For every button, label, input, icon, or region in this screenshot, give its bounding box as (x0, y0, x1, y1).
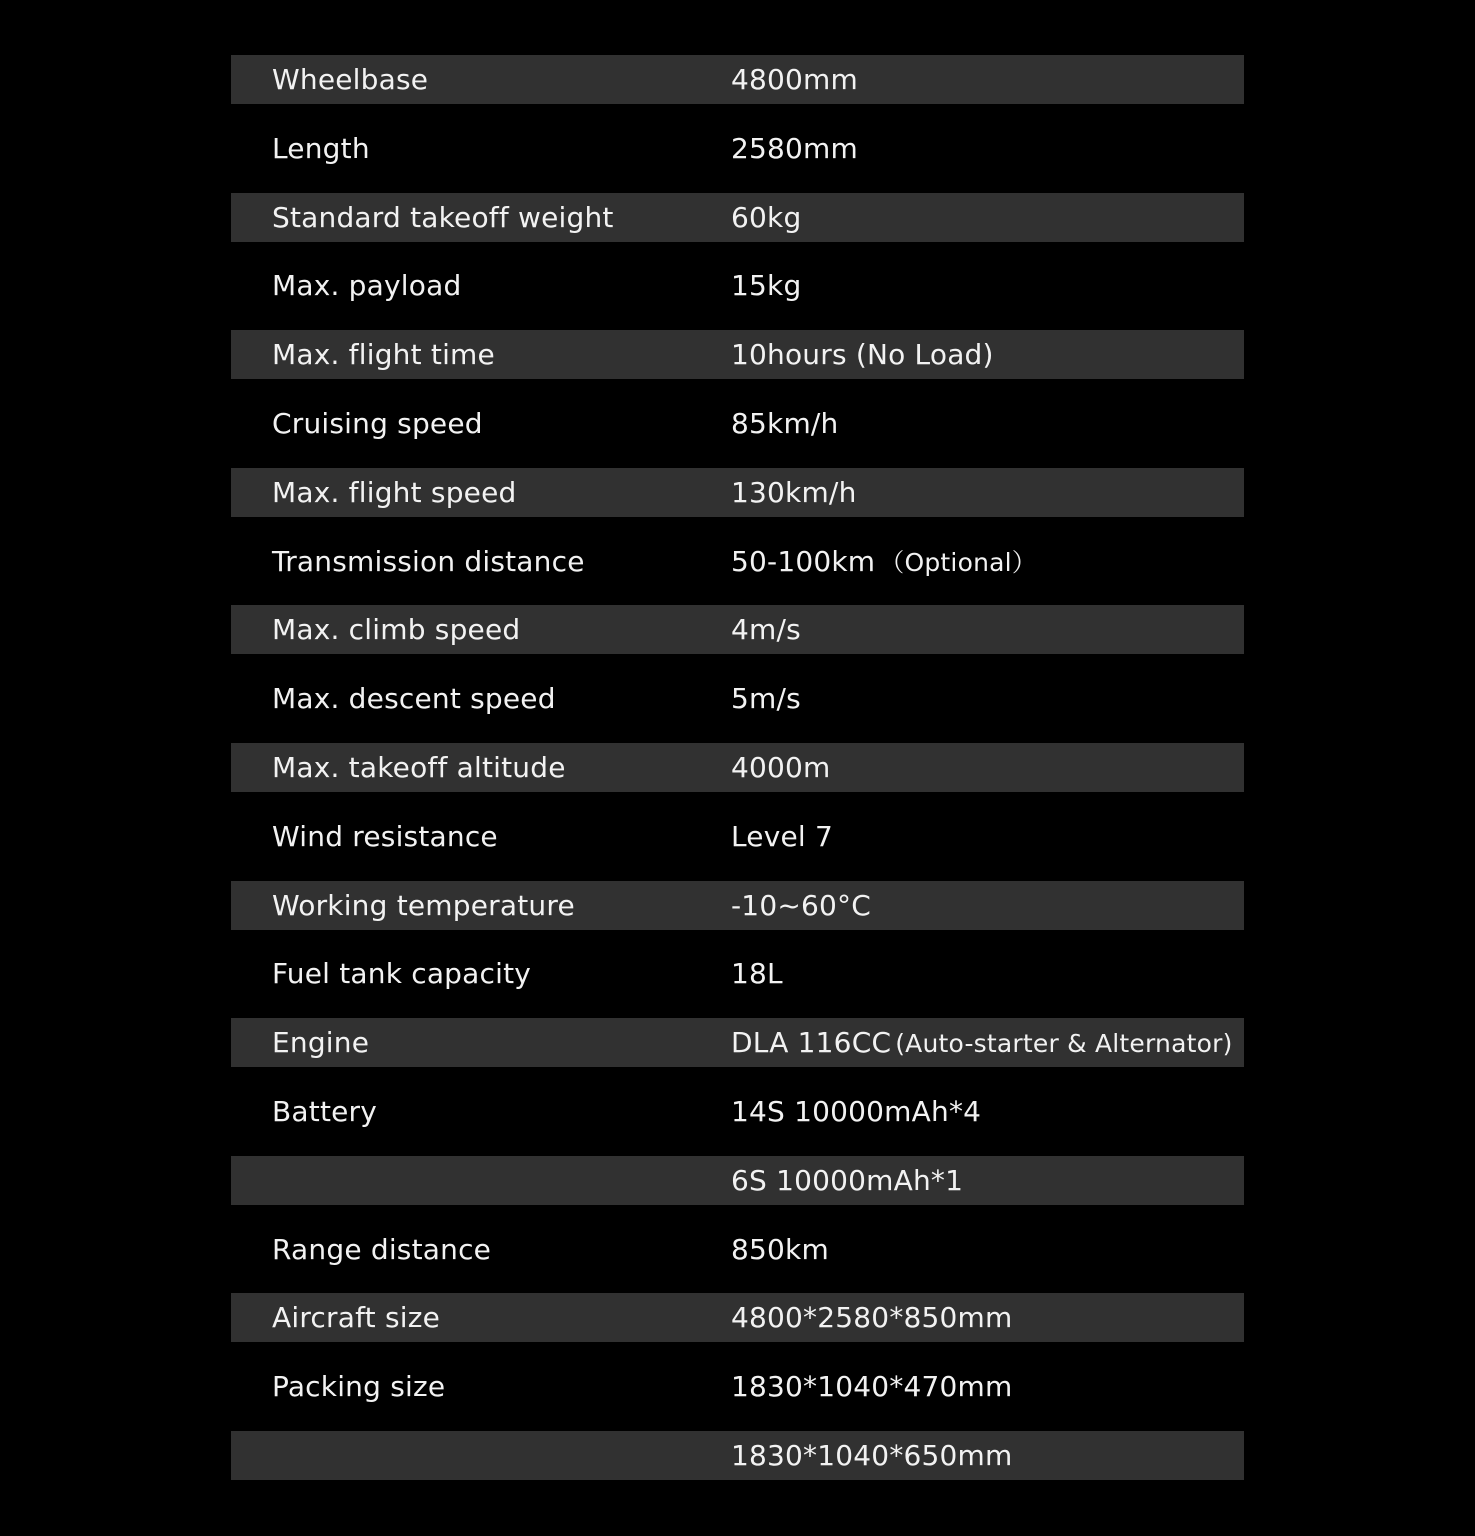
spec-row (231, 1431, 1244, 1500)
spec-value-text: 1830*1040*650mm (731, 1438, 1013, 1472)
spec-value (731, 881, 875, 930)
spec-label: Standard takeoff weight (272, 200, 614, 234)
spec-label: Max. payload (272, 269, 462, 303)
spec-value (731, 399, 843, 448)
spec-row (231, 1362, 1244, 1431)
spec-label: Wind resistance (272, 819, 498, 853)
spec-value-text: 4m/s (731, 613, 801, 647)
spec-value-text: 5m/s (731, 682, 801, 716)
spec-value-text: 15kg (731, 269, 802, 303)
spec-row (231, 330, 1244, 399)
spec-label: Max. flight time (272, 338, 495, 372)
spec-label: Max. flight speed (272, 475, 517, 509)
spec-value-text: 6S 10000mAh*1 (731, 1163, 964, 1197)
spec-label: Wheelbase (272, 63, 429, 96)
spec-row (231, 261, 1244, 330)
spec-value (731, 1225, 833, 1274)
spec-table (231, 55, 1244, 1500)
spec-label: Fuel tank capacity (272, 957, 532, 991)
spec-value (731, 124, 862, 173)
spec-value (731, 193, 805, 242)
spec-row (231, 124, 1244, 193)
spec-value (731, 1087, 985, 1136)
spec-row (231, 1018, 1244, 1087)
spec-value (731, 55, 862, 104)
spec-row (231, 193, 1244, 262)
spec-row (231, 812, 1244, 881)
spec-label: Packing size (272, 1370, 446, 1404)
spec-value (731, 1156, 967, 1205)
spec-label: Max. climb speed (272, 613, 521, 647)
spec-value (731, 330, 998, 379)
spec-row (231, 1225, 1244, 1294)
spec-value-note: (Auto-starter & Alternator) (895, 1029, 1233, 1059)
spec-value (731, 468, 861, 517)
spec-value-text: 60kg (731, 200, 802, 234)
spec-label: Aircraft size (272, 1301, 441, 1335)
spec-value-text: 1830*1040*470mm (731, 1370, 1013, 1404)
spec-row (231, 55, 1244, 124)
spec-value (731, 605, 805, 654)
spec-value (731, 743, 835, 792)
spec-value-text: -10~60°C (731, 888, 871, 922)
spec-row (231, 468, 1244, 537)
spec-value-text: 85km/h (731, 406, 839, 440)
spec-row (231, 1156, 1244, 1225)
spec-value (731, 1362, 1017, 1411)
spec-value-text: 10hours (No Load) (731, 338, 994, 372)
spec-row (231, 881, 1244, 950)
spec-value (731, 1018, 1233, 1067)
spec-label: Range distance (272, 1232, 492, 1266)
spec-row (231, 674, 1244, 743)
spec-value-text: 4800*2580*850mm (731, 1301, 1013, 1335)
spec-value (731, 674, 805, 723)
spec-value-text: Level 7 (731, 819, 834, 853)
spec-value-text: 18L (731, 957, 783, 991)
spec-value (731, 1431, 1017, 1480)
spec-label: Max. descent speed (272, 682, 556, 716)
spec-value-text: 850km (731, 1232, 829, 1266)
spec-value (731, 812, 837, 861)
spec-row (231, 605, 1244, 674)
spec-row (231, 949, 1244, 1018)
spec-value-text: 4800mm (731, 63, 859, 96)
spec-value (731, 949, 787, 998)
spec-value-note: （Optional） (879, 547, 1037, 577)
spec-value-text: DLA 116CC (731, 1026, 892, 1060)
spec-label: Length (272, 131, 370, 165)
spec-value-text: 14S 10000mAh*4 (731, 1094, 982, 1128)
spec-row (231, 743, 1244, 812)
spec-row (231, 537, 1244, 606)
spec-value-text: 130km/h (731, 475, 857, 509)
spec-label: Max. takeoff altitude (272, 750, 566, 784)
spec-label: Transmission distance (272, 544, 585, 578)
spec-label: Engine (272, 1026, 370, 1060)
spec-value-text: 50-100km (731, 544, 876, 578)
spec-value (731, 261, 805, 310)
spec-row (231, 399, 1244, 468)
spec-label: Cruising speed (272, 406, 483, 440)
spec-label: Battery (272, 1094, 378, 1128)
spec-row (231, 1293, 1244, 1362)
spec-value (731, 537, 1037, 586)
spec-value-text: 4000m (731, 750, 831, 784)
spec-value (731, 1293, 1017, 1342)
spec-row (231, 1087, 1244, 1156)
spec-value-text: 2580mm (731, 131, 859, 165)
spec-label: Working temperature (272, 888, 575, 922)
